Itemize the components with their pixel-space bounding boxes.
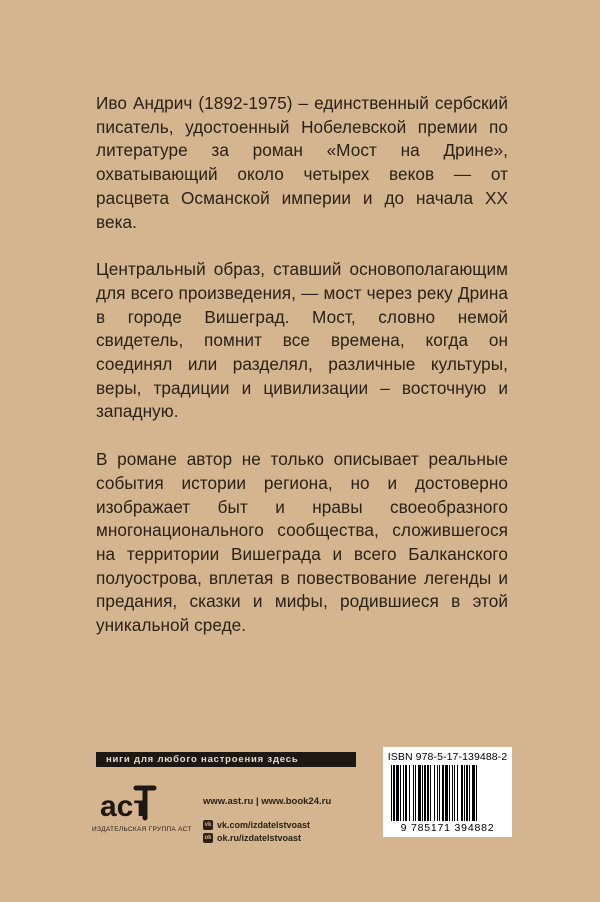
ok-link[interactable]: ok.ru/izdatelstvoast	[217, 833, 302, 843]
ok-link-row[interactable]	[203, 833, 331, 843]
barcode-bar	[393, 765, 395, 821]
description-paragraph-2: Центральный образ, ставший основополагающим для всего произведения, — мост через реку Дрина в городе Вишеград. Мост, словно немой свидетель, помнит все времена, когда он соединял или разделял, различные культуры, веры, традиции и цивилизации – восточную и западную.	[96, 259, 508, 422]
barcode-bar	[472, 765, 475, 821]
barcode-bar	[400, 765, 401, 821]
vk-icon: vk	[204, 822, 212, 828]
barcode-bar	[415, 765, 416, 821]
barcode-bar	[434, 765, 435, 821]
barcode-bar	[449, 765, 450, 821]
barcode-bar	[405, 765, 407, 821]
barcode-bar	[461, 765, 463, 821]
vk-link-row[interactable]	[203, 820, 331, 830]
barcode-bar	[424, 765, 426, 821]
barcode-bar	[445, 765, 448, 821]
barcode-bar	[391, 765, 392, 821]
barcode-bar	[464, 765, 465, 821]
logo-text: аст	[100, 790, 149, 823]
isbn-barcode	[383, 747, 512, 837]
barcode-bar	[422, 765, 423, 821]
barcode-bar	[396, 765, 399, 821]
description-paragraph-3: В романе автор не только описывает реальные события истории региона, но и достоверно изображает быт и нравы своеобразного многонационального сообщества, сложившегося на территории Вишеграда и всего Балканского полуострова, вплетая в повествование легенды и предания, сказки и мифы, родившиеся в этой уникальной среде.	[96, 449, 508, 636]
logo-caption: ИЗДАТЕЛЬСКАЯ ГРУППА АСТ	[92, 826, 192, 833]
back-cover-description	[96, 92, 508, 662]
isbn-number: ISBN 978-5-17-139488-2	[387, 751, 508, 763]
barcode-bar	[442, 765, 444, 821]
barcode-bar	[466, 765, 468, 821]
ok-icon: ok	[204, 835, 212, 841]
barcode-bar	[437, 765, 438, 821]
publisher-logo	[96, 782, 196, 842]
description-paragraph-1: Иво Андрич (1892-1975) – единственный сербский писатель, удостоенный Нобелевской премии по литературе за роман «Мост на Дрине», охватывающий около четырех веков — от расцвета Османской империи и до начала XX века.	[96, 93, 508, 232]
barcode-bar	[413, 765, 414, 821]
publisher-tagline: ниги для любого настроения здесь	[96, 752, 356, 767]
publisher-links	[203, 796, 331, 846]
vk-link[interactable]: vk.com/izdatelstvoast	[217, 820, 311, 830]
barcode-bar	[427, 765, 429, 821]
barcode-bar	[418, 765, 421, 821]
barcode-bar	[430, 765, 431, 821]
barcode-bar	[452, 765, 453, 821]
barcode-bars	[389, 765, 506, 821]
barcode-bar	[476, 765, 477, 821]
barcode-bar	[403, 765, 404, 821]
barcode-bar	[469, 765, 470, 821]
barcode-digits: 9 785171 394882	[400, 822, 495, 834]
barcode-bar	[409, 765, 410, 821]
barcode-bar	[439, 765, 440, 821]
barcode-bar	[454, 765, 455, 821]
barcode-bar	[457, 765, 458, 821]
publisher-sites[interactable]: www.ast.ru | www.book24.ru	[203, 796, 332, 807]
